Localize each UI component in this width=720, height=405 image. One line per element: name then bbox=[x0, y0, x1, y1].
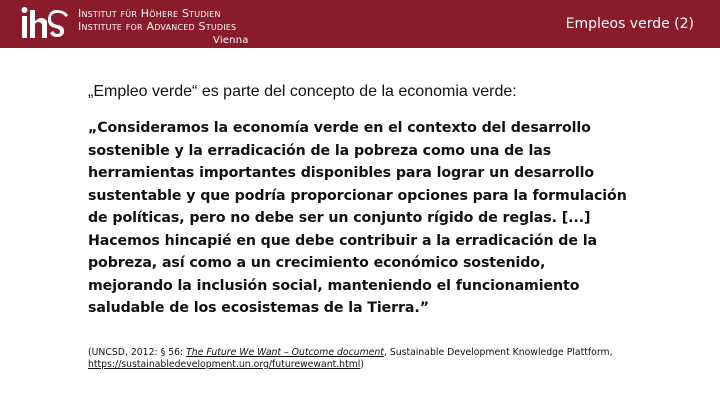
citation-middle: , Sustainable Development Knowledge Plattform, bbox=[383, 347, 613, 358]
citation-suffix: ) bbox=[360, 359, 365, 370]
institute-city: Vienna bbox=[213, 35, 249, 46]
quote-text: „Consideramos la economía verde en el contexto del desarrollo sostenible y la erradicación de la pobreza como una de las herramientas importantes disponibles para lograr un desarrollo sustentable y que podría proporcionar opciones para la formulación de políticas, pero no debe ser un conjunto rígido de reglas. [...] Hacemos hincapié en que debe contribuir a la erradicación de la pobreza, así como a un crecimiento económico sostenido, mejorando la inclusión social, manteniendo el funcionamiento saludable de los ecosistemas de la Tierra.” bbox=[88, 120, 627, 316]
institute-name bbox=[78, 7, 249, 46]
citation-link[interactable]: https://sustainabledevelopment.un.org/futurewewant.html bbox=[88, 359, 361, 370]
citation-title: The Future We Want – Outcome document bbox=[186, 347, 384, 358]
ihs-logo bbox=[20, 4, 70, 44]
slide-title: Empleos verde (2) bbox=[565, 16, 694, 32]
institute-name-english: Institute for Advanced Studies bbox=[78, 20, 237, 33]
citation bbox=[88, 347, 628, 371]
header-bar bbox=[0, 0, 720, 48]
citation-prefix: (UNCSD, 2012: § 56: bbox=[88, 347, 187, 358]
institute-name-german: Institut für Höhere Studien bbox=[78, 7, 221, 20]
section-heading: „Empleo verde“ es parte del concepto de la economia verde: bbox=[88, 83, 517, 100]
